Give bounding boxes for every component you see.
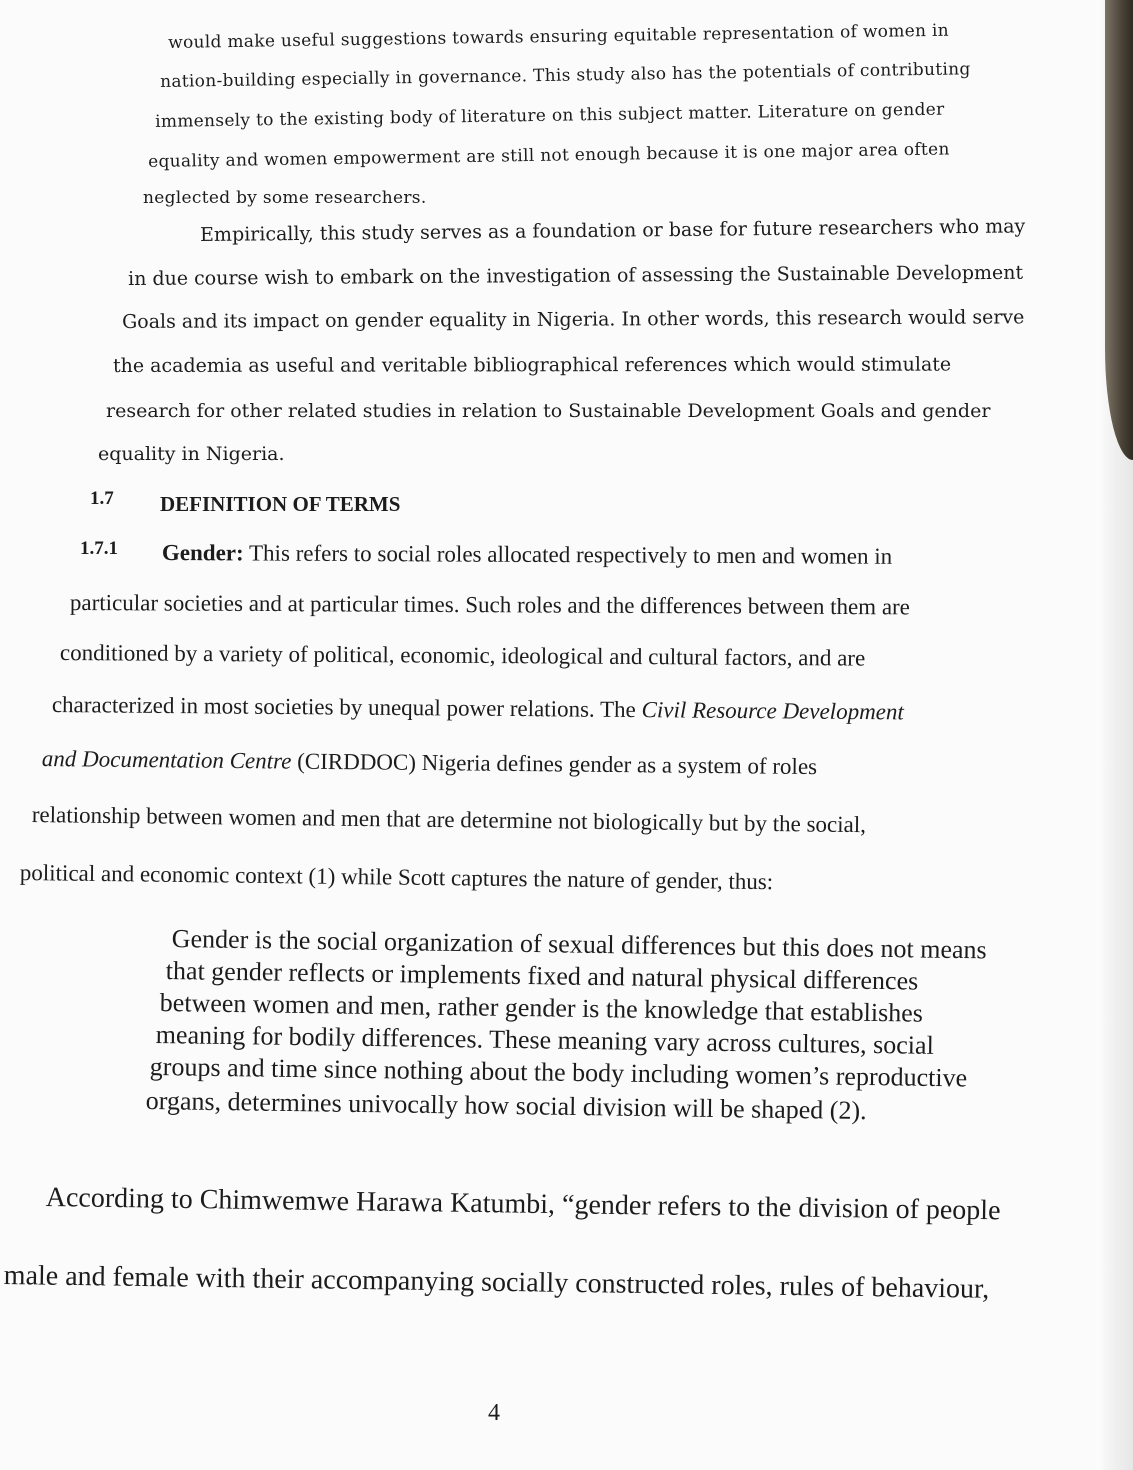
para2-line-5: research for other related studies in relation to Sustainable Development Goals and gender	[106, 400, 991, 422]
quote-line-2: that gender reflects or implements fixed and natural physical differences	[165, 956, 919, 996]
subsection-line-4	[52, 692, 904, 725]
background-object	[1105, 0, 1133, 460]
subsection-line-7: political and economic context (1) while Scott captures the nature of gender, thus:	[19, 860, 774, 895]
para2-line-2: in due course wish to embark on the investigation of assessing the Sustainable Development	[128, 261, 1024, 290]
para2-line-4: the academia as useful and veritable bibliographical references which would stimulate	[113, 353, 952, 377]
quote-line-6: organs, determines univocally how social division will be shaped (2).	[145, 1086, 867, 1126]
org-name-part2: and Documentation Centre	[41, 746, 292, 774]
org-name-part1: Civil Resource Development	[641, 697, 904, 725]
quote-line-5: groups and time since nothing about the body including women’s reproductive	[149, 1052, 968, 1093]
quote-line-3: between women and men, rather gender is the knowledge that establishes	[159, 988, 924, 1028]
para3-line-1: According to Chimwemwe Harawa Katumbi, “gender refers to the division of people	[45, 1182, 1001, 1227]
page-number: 4	[488, 1400, 500, 1426]
subsection-line-3: conditioned by a variety of political, economic, ideological and cultural factors, and are	[59, 640, 866, 671]
para2-line-6: equality in Nigeria.	[98, 443, 285, 465]
para1-line-4: equality and women empowerment are still not enough because it is one major area often	[148, 139, 950, 172]
section-title: DEFINITION OF TERMS	[160, 492, 401, 516]
subsection-line-2: particular societies and at particular times. Such roles and the differences between them are	[69, 590, 911, 620]
para2-line-1: Empirically, this study serves as a foundation or base for future researchers who may	[200, 215, 1026, 246]
subsection-line-6: relationship between women and men that are determine not biologically but by the social,	[31, 802, 867, 838]
para1-line-3: immensely to the existing body of literature on this subject matter. Literature on gender	[155, 99, 945, 132]
line5-text: (CIRDDOC) Nigeria defines gender as a system of roles	[297, 748, 818, 780]
page-edge-shadow	[1097, 0, 1133, 1470]
subsection-line-5	[42, 746, 817, 780]
para2-line-3: Goals and its impact on gender equality in Nigeria. In other words, this research would serve	[122, 306, 1025, 333]
quote-line-1: Gender is the social organization of sexual differences but this does not means	[171, 924, 987, 965]
term-gender: Gender:	[161, 540, 244, 566]
para1-line-2: nation-building especially in governance. This study also has the potentials of contributing	[160, 59, 971, 92]
term-definition-start: This refers to social roles allocated respectively to men and women in	[248, 540, 893, 569]
para1-line-1: would make useful suggestions towards ensuring equitable representation of women in	[168, 20, 950, 53]
quote-line-4: meaning for bodily differences. These meaning vary across cultures, social	[155, 1020, 934, 1060]
section-number: 1.7	[90, 488, 114, 509]
line4-text: characterized in most societies by unequal power relations. The	[51, 692, 636, 723]
para1-line-5: neglected by some researchers.	[143, 188, 427, 208]
para3-line-2: male and female with their accompanying socially constructed roles, rules of behaviour,	[3, 1260, 990, 1305]
subsection-number: 1.7.1	[80, 538, 118, 559]
subsection-line-1	[162, 540, 892, 570]
